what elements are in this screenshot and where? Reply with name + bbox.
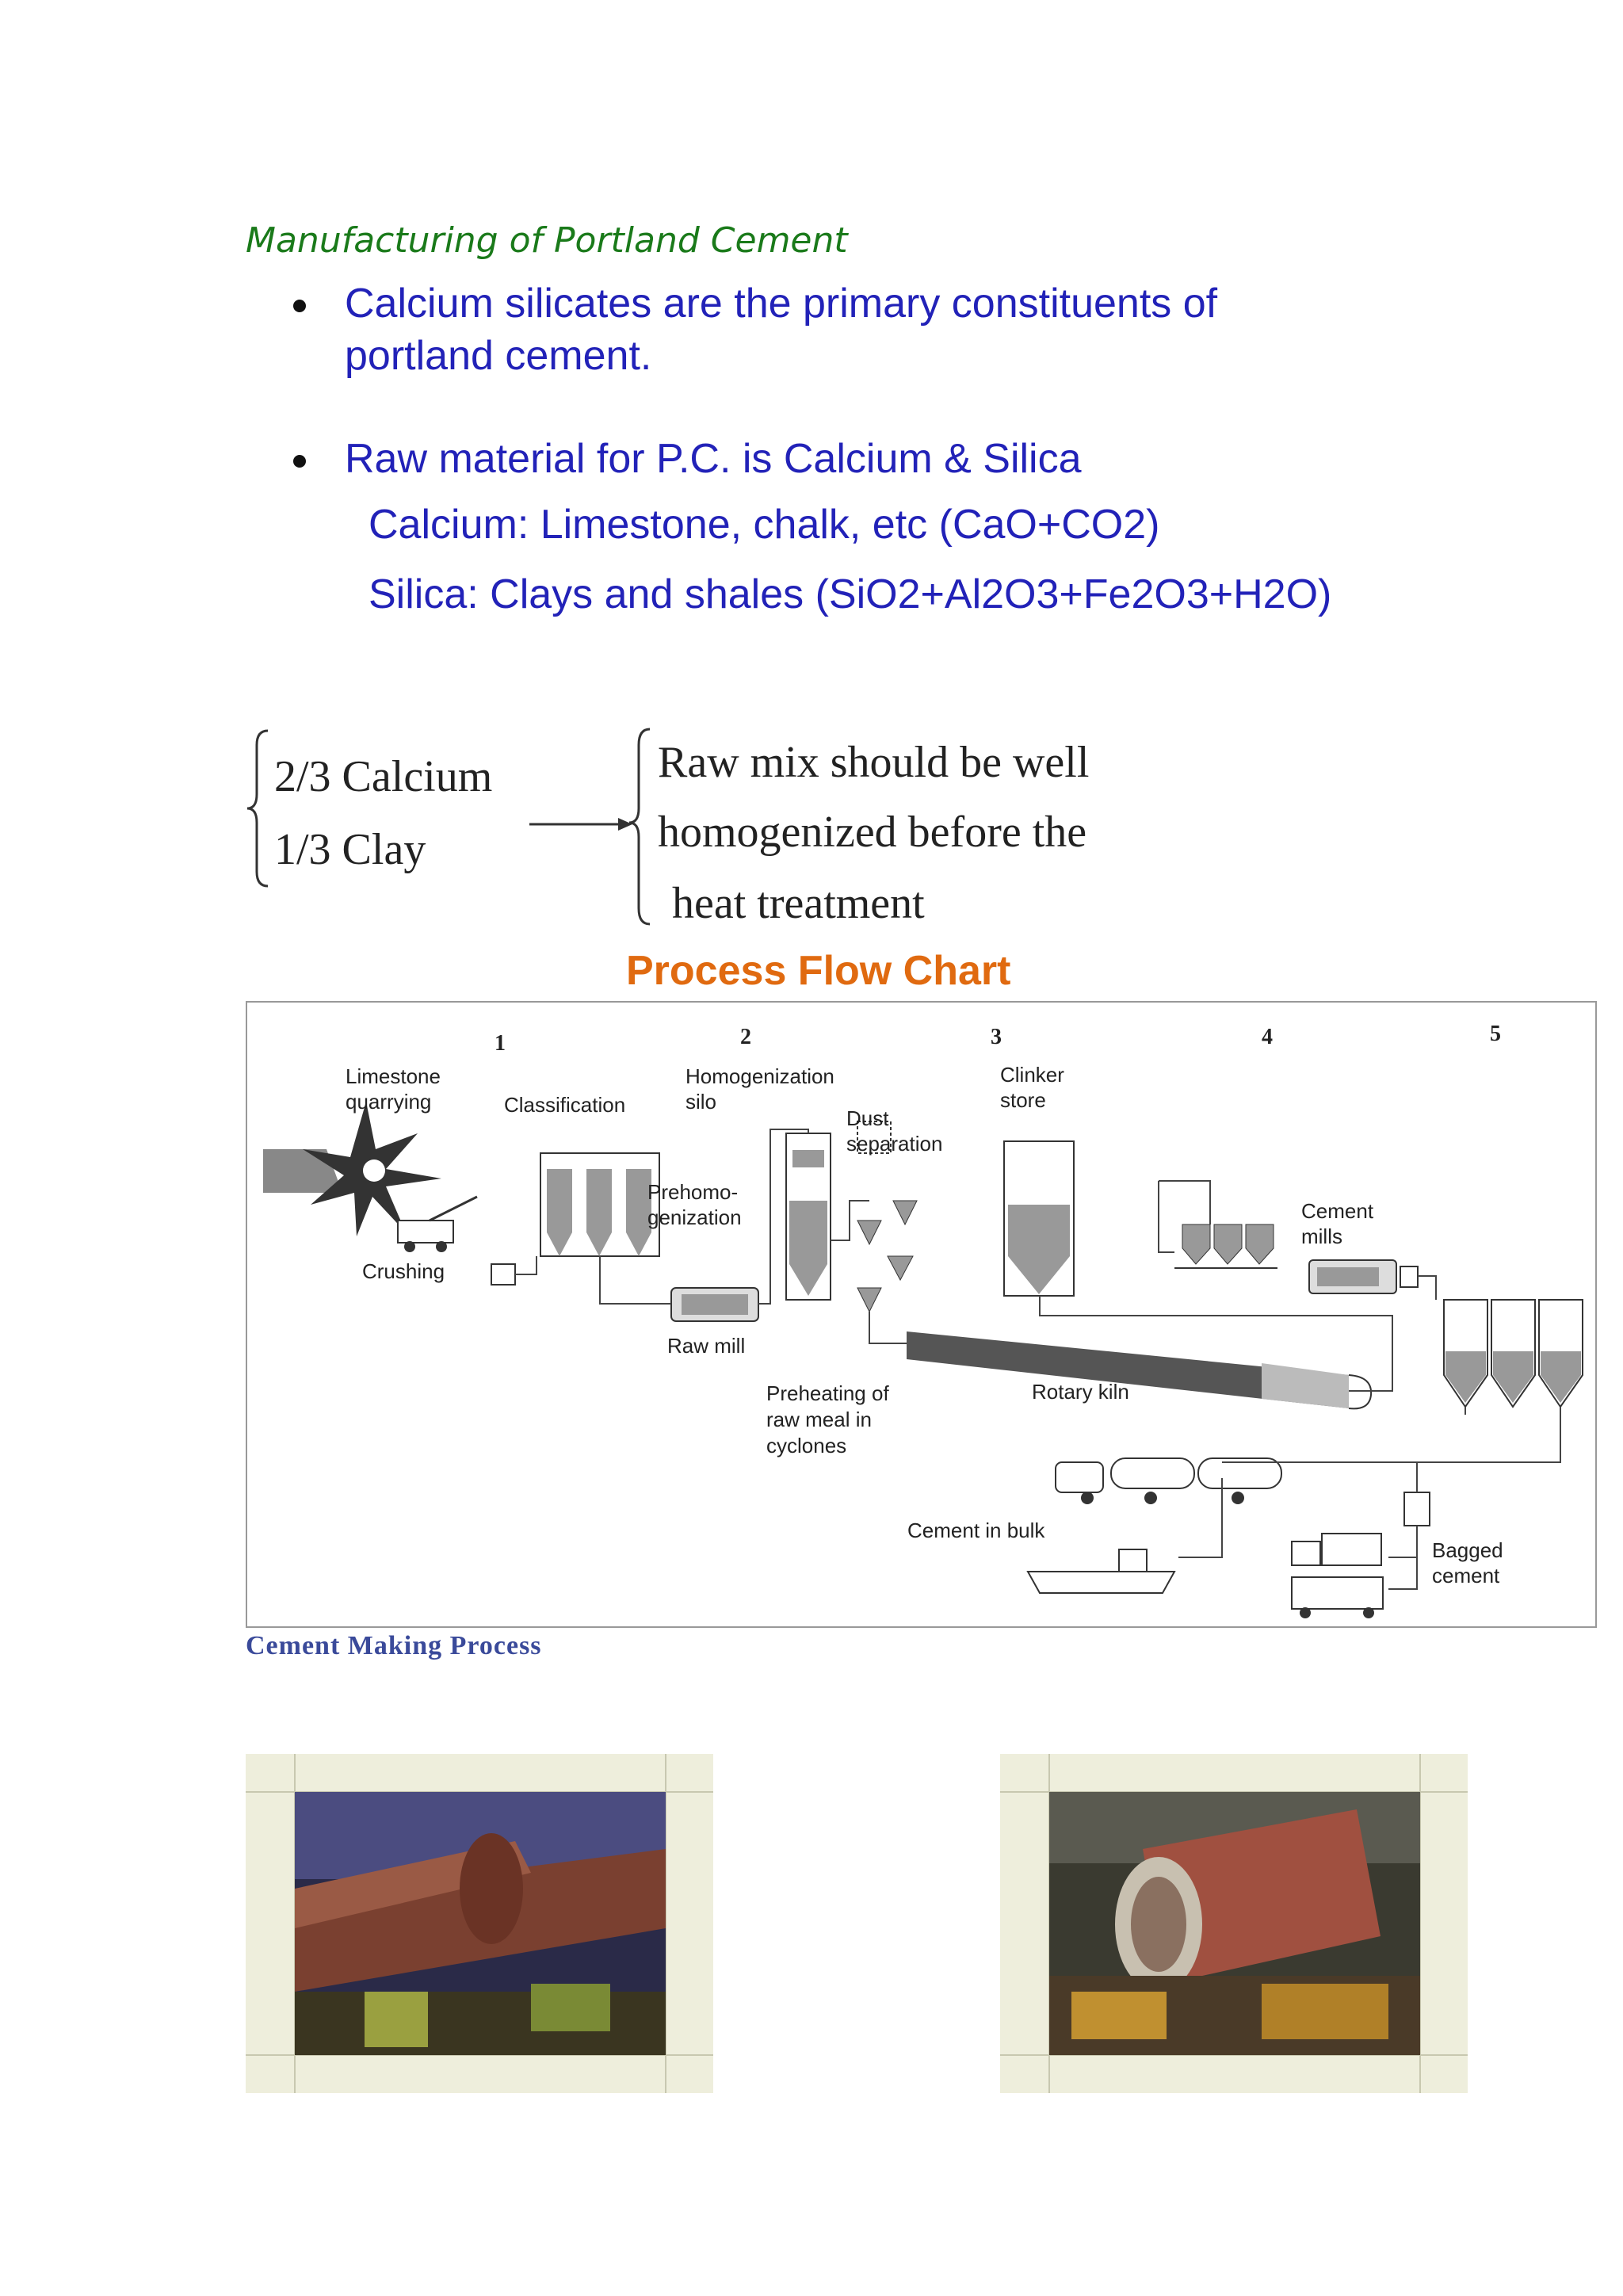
flow-chart-title: Process Flow Chart [626,948,1011,994]
cement-mills-silos-icon [1174,1224,1277,1268]
stage-number: 4 [1262,1025,1273,1049]
diagram-label: store [1000,1088,1046,1112]
kiln-photo-frame [1000,1754,1468,2093]
diagram-label: Clinker [1000,1063,1064,1087]
diagram-label: genization [647,1205,742,1229]
ship-icon [1028,1549,1174,1593]
diagram-label: cyclones [766,1434,847,1457]
bullet-text: portland cement. [345,333,652,379]
diagram-label: Prehomo- [647,1180,739,1204]
quarry-explosion-icon [263,1102,441,1236]
bullet-text: Calcium silicates are the primary constituents of [345,281,1218,327]
stage-number: 2 [740,1025,751,1049]
diagram-label: Rotary kiln [1032,1380,1129,1404]
diagram-label: Homogenization [685,1064,834,1088]
diagram-label: Classification [504,1093,626,1117]
stage-number: 5 [1490,1022,1501,1046]
bullet-dot-icon [293,300,306,312]
bag-truck-icon [1292,1534,1383,1618]
sub-line: Calcium: Limestone, chalk, etc (CaO+CO2) [369,502,1160,548]
clinker-store-icon [1004,1141,1074,1296]
diagram-label: Dust [846,1106,889,1130]
sub-line: Silica: Clays and shales (SiO2+Al2O3+Fe2O3+H2O) [369,571,1332,617]
mix-left-line: 2/3 Calcium [274,752,493,801]
bullet-dot-icon [293,455,306,468]
truck-icon [398,1197,477,1252]
diagram-label: Cement in bulk [907,1519,1045,1542]
rotary-kiln-icon [907,1331,1371,1408]
diagram-label: Cement [1301,1199,1374,1223]
diagram-label: Preheating of [766,1381,889,1405]
mix-right-line: homogenized before the [658,808,1087,857]
diagram-label: mills [1301,1224,1342,1248]
left-brace-icon [247,731,268,886]
diagram-label: raw meal in [766,1408,872,1431]
kiln-photo-frame [246,1754,713,2093]
homogenization-silo-icon [786,1133,831,1300]
mix-right-line: heat treatment [672,879,925,928]
diagram-label: cement [1432,1564,1500,1587]
process-flow-diagram [246,1001,1597,1628]
mix-ratio-diagram [246,721,1157,935]
kiln-photo-2 [1000,1754,1468,2093]
mix-right-line: Raw mix should be well [658,738,1090,787]
mix-left-line: 1/3 Clay [274,825,426,874]
diagram-label: separation [846,1132,943,1156]
diagram-label: Limestone [346,1064,441,1088]
diagram-label: quarrying [346,1090,432,1114]
cement-mill-icon [1309,1260,1418,1293]
arrow-head-icon [618,818,632,831]
diagram-label: Bagged [1432,1538,1503,1562]
bullet-text: Raw material for P.C. is Calcium & Silica [345,436,1082,482]
diagram-label: Crushing [362,1259,445,1283]
diagram-label: Raw mill [667,1334,746,1358]
raw-mill-icon [671,1288,758,1321]
diagram-caption: Cement Making Process [246,1631,542,1660]
section-heading: Manufacturing of Portland Cement [246,220,848,261]
diagram-label: silo [685,1090,717,1114]
classification-silos-icon [540,1153,659,1256]
right-brace-icon [629,729,650,924]
stage-number: 1 [495,1031,506,1056]
process-flow-svg [247,1003,1595,1626]
storage-silos-icon [1444,1300,1583,1407]
crusher-icon [491,1264,515,1285]
tanker-truck-icon [1056,1458,1281,1504]
kiln-photo-1 [246,1754,713,2093]
stage-number: 3 [991,1025,1002,1049]
packer-icon [1404,1492,1430,1526]
